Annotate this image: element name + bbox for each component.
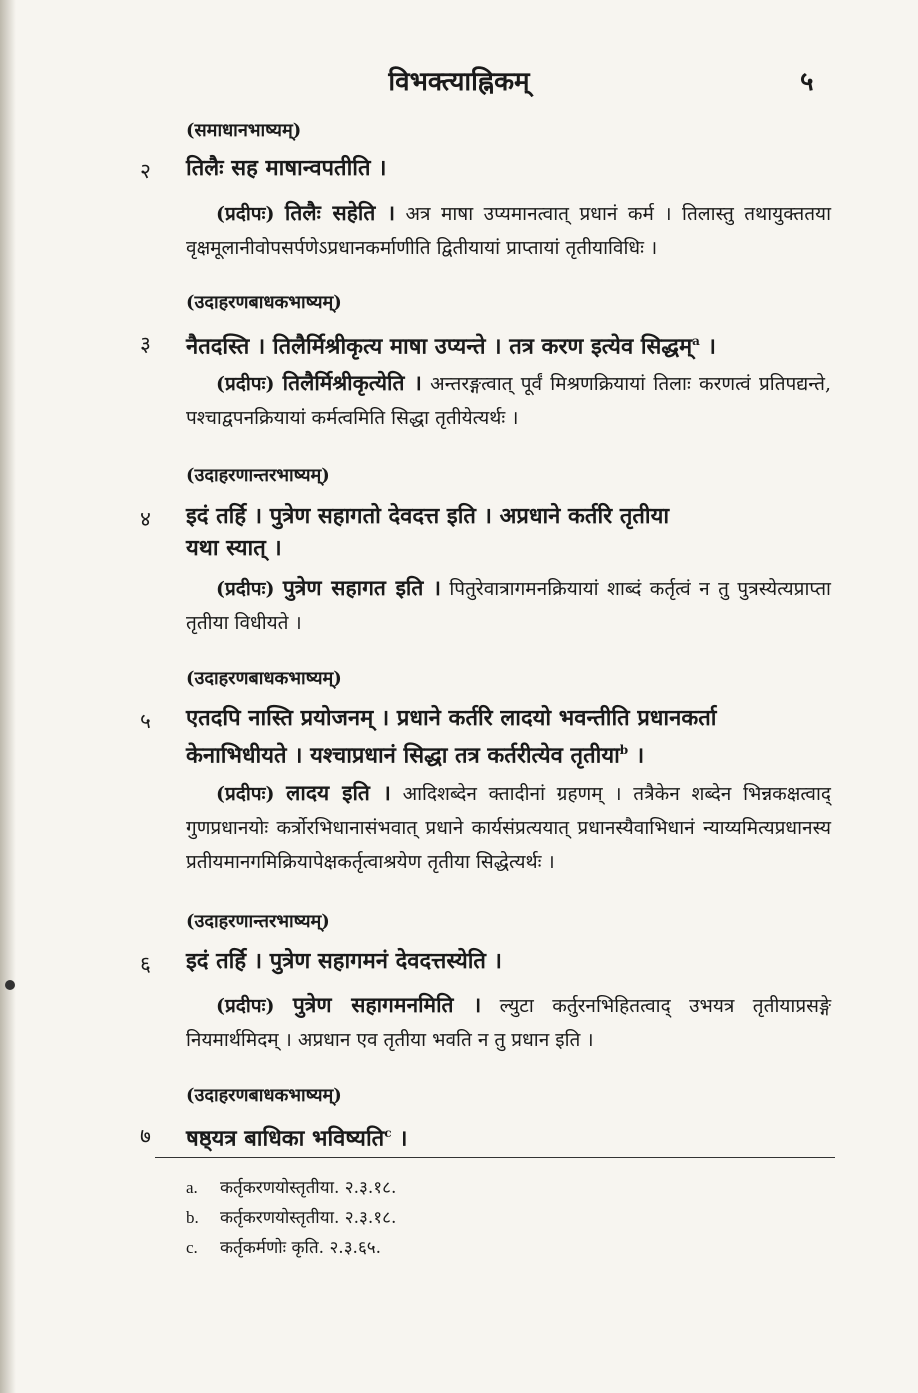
section-label: (उदाहरणबाधकभाष्यम्)	[186, 292, 342, 313]
bhashya-danda: ।	[699, 333, 716, 360]
page-number: ५	[800, 67, 814, 97]
page-title: विभक्त्याह्निकम्	[388, 67, 530, 97]
commentary-text: अत्र माषा उप्यमानत्वात् प्रधानं कर्म । तिलास्तु तथायुक्ततया वृक्षमूलानीवोपसर्पणेऽप्रधानकर्माणीति द्वितीयायां प्राप्तायां तृतीयाविधिः ।	[186, 203, 831, 259]
bhashya-danda: ।	[391, 1125, 408, 1152]
bhashya-main: षष्ठ्यत्र बाधिका भविष्यति	[186, 1125, 385, 1152]
commentary-text: आदिशब्देन क्तादीनां ग्रहणम् । तत्रैकेन शब्देन भिन्नकक्षत्वाद् गुणप्रधानयोः कर्त्रोरभिधानासंभवात् प्रधाने कार्यसंप्रत्ययात् प्रधानस्यैवाभिधानं न्याय्यमित्यप्रधानस्य प्रतीयमानगमिक्रियापेक्षकर्तृत्वाश्रयेण तृतीया सिद्धेत्यर्थः ।	[186, 783, 831, 873]
commentary-head: पुत्रेण सहागत इति ।	[282, 575, 441, 600]
bhashya-text: इदं तर्हि । पुत्रेण सहागमनं देवदत्तस्येति ।	[186, 948, 502, 974]
footnote-letter: b.	[186, 1208, 199, 1227]
section-number: ३	[140, 332, 151, 356]
commentary-head: पुत्रेण सहागमनमिति ।	[292, 992, 482, 1017]
section-label: (उदाहरणान्तरभाष्यम्)	[186, 465, 330, 486]
bhashya-text	[186, 500, 836, 564]
section-label: (उदाहरणबाधकभाष्यम्)	[186, 1085, 342, 1106]
ink-speck	[5, 980, 15, 990]
section-number: २	[140, 159, 151, 183]
bhashya-text	[186, 325, 836, 362]
commentary-lead: (प्रदीपः)	[216, 783, 275, 805]
bhashya-text	[186, 702, 836, 771]
footnote-text: कर्तृकरणयोस्तृतीया. २.३.१८.	[220, 1208, 397, 1228]
bhashya-text	[186, 1117, 836, 1154]
footnote-divider	[155, 1157, 835, 1158]
commentary-text: ल्युटा कर्तुरनभिहितत्वाद् उभयत्र तृतीयाप्रसङ्गे नियमार्थमिदम् । अप्रधान एव तृतीया भवति न तु प्रधान इति ।	[186, 995, 832, 1051]
footnote	[186, 1235, 381, 1258]
footnote	[186, 1175, 396, 1198]
section-number: ७	[140, 1124, 151, 1148]
pradipa-commentary	[186, 196, 831, 265]
commentary-text: अन्तरङ्गत्वात् पूर्वं मिश्रणक्रियायां तिलाः करणत्वं प्रतिपद्यन्ते, पश्चाद्वपनक्रियायां कर्मत्वमिति सिद्धा तृतीयेत्यर्थः ।	[186, 373, 832, 429]
pradipa-commentary	[186, 366, 831, 435]
bhashya-danda: ।	[628, 742, 645, 769]
section-number: ५	[140, 709, 151, 733]
section-label: (उदाहरणान्तरभाष्यम्)	[186, 911, 330, 932]
bhashya-line: एतदपि नास्ति प्रयोजनम् । प्रधाने कर्तरि लादयो भवन्तीति प्रधानकर्ता	[186, 705, 717, 731]
footnote-ref: a	[692, 334, 700, 348]
pradipa-commentary	[186, 776, 831, 879]
commentary-lead: (प्रदीपः)	[216, 203, 275, 225]
pradipa-commentary	[186, 571, 831, 640]
section-number: ४	[140, 507, 151, 531]
commentary-head: तिलैर्मिश्रीकृत्येति ।	[282, 370, 422, 395]
commentary-lead: (प्रदीपः)	[216, 995, 275, 1017]
footnote-ref: b	[619, 743, 629, 757]
bhashya-main: नैतदस्ति । तिलैर्मिश्रीकृत्य माषा उप्यन्ते । तत्र करण इत्येव सिद्धम्	[186, 333, 693, 360]
commentary-lead: (प्रदीपः)	[216, 373, 275, 395]
bhashya-line: यथा स्यात् ।	[186, 535, 282, 561]
commentary-head: तिलैः सहेति ।	[284, 200, 396, 225]
bhashya-line	[186, 734, 836, 771]
bhashya-text: तिलैः सह माषान्वपतीति ।	[186, 155, 387, 181]
footnote-text: कर्तृकरणयोस्तृतीया. २.३.१८.	[220, 1178, 397, 1198]
section-label: (उदाहरणबाधकभाष्यम्)	[186, 668, 342, 689]
footnote-letter: c.	[186, 1238, 198, 1257]
bhashya-main: केनाभिधीयते । यश्चाप्रधानं सिद्धा तत्र कर्तरीत्येव तृतीया	[186, 742, 620, 769]
section-number: ६	[140, 952, 151, 976]
section-label: (समाधानभाष्यम्)	[186, 120, 302, 141]
footnote-letter: a.	[186, 1178, 198, 1197]
page-edge-shadow	[0, 0, 16, 1393]
commentary-lead: (प्रदीपः)	[216, 578, 275, 600]
commentary-text: पितुरेवात्रागमनक्रियायां शाब्दं कर्तृत्वं न तु पुत्रस्येत्यप्राप्ता तृतीया विधीयते ।	[186, 578, 831, 634]
footnote-ref: c	[384, 1126, 392, 1140]
footnote	[186, 1205, 396, 1228]
bhashya-line: इदं तर्हि । पुत्रेण सहागतो देवदत्त इति । अप्रधाने कर्तरि तृतीया	[186, 503, 670, 529]
footnote-text: कर्तृकर्मणोः कृति. २.३.६५.	[220, 1238, 382, 1258]
pradipa-commentary	[186, 988, 831, 1057]
commentary-head: लादय इति ।	[286, 780, 391, 805]
